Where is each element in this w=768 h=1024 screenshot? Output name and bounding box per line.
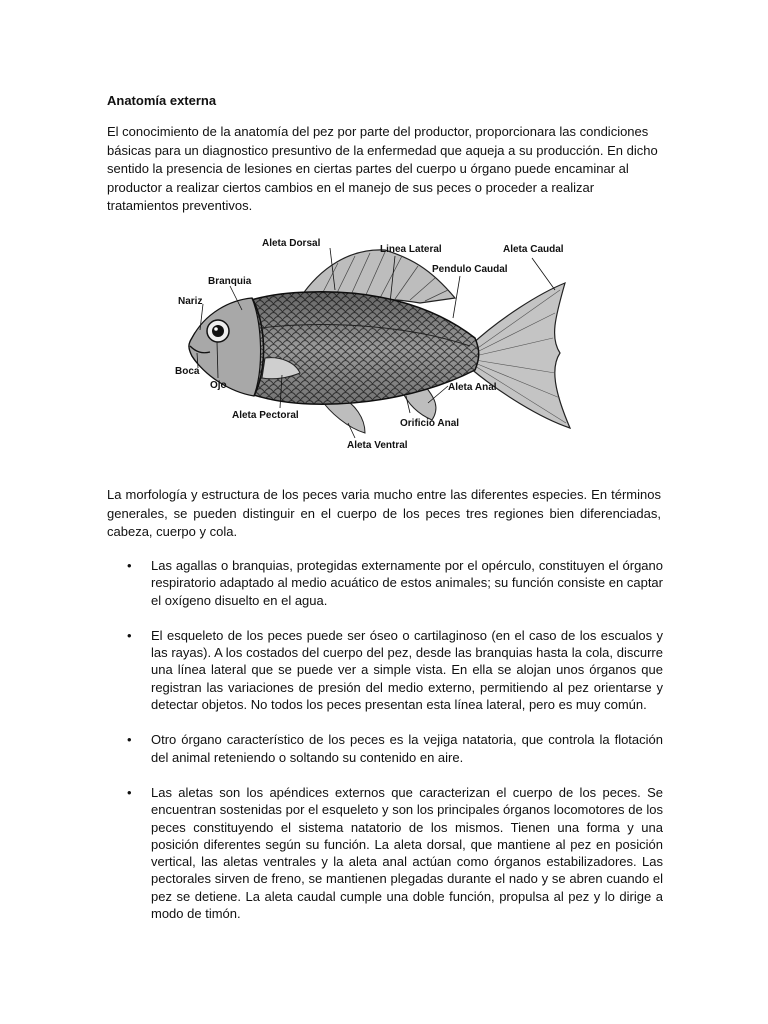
fish-anatomy-figure	[170, 228, 590, 458]
label-pendulo-caudal: Pendulo Caudal	[432, 264, 508, 275]
list-item	[107, 784, 663, 922]
bullet-icon: •	[127, 627, 132, 643]
label-aleta-dorsal: Aleta Dorsal	[262, 238, 321, 249]
label-ojo: Ojo	[210, 380, 227, 391]
bullet-icon: •	[127, 784, 132, 800]
intro-paragraph: El conocimiento de la anatomía del pez por parte del productor, proporcionara las condiciones básicas para un diagnostico presuntivo de la enfermedad que aqueja a su producción. En dicho sentido la presencia de lesiones en ciertas partes del cuerpo u órgano puede encaminar al productor a realizar ciertos cambios en el manejo de sus peces o proceder a realizar tratamientos preventivos.	[107, 124, 658, 213]
list-item-text: El esqueleto de los peces puede ser óseo o cartilaginoso (en el caso de los escualos y las rayas). A los costados del cuerpo del pez, desde las branquias hasta la cola, discurre una línea lateral que se puede ver a simple vista. En ella se alojan unos órganos que registran las variaciones de presión del medio externo, permitiendo al pez orientarse y detectar objetos. No todos los peces presentan esta línea lateral, pero es muy común.	[151, 627, 663, 713]
label-aleta-anal: Aleta Anal	[448, 382, 497, 393]
label-orificio-anal: Orificio Anal	[400, 418, 460, 429]
bullet-icon: •	[127, 732, 132, 748]
label-aleta-pectoral: Aleta Pectoral	[232, 410, 299, 421]
list-item-text: Otro órgano característico de los peces es la vejiga natatoria, que controla la flotación del animal reteniendo o soltando su contenido en aire.	[151, 732, 663, 765]
list-item	[107, 557, 663, 609]
list-item	[107, 731, 663, 766]
section-heading: Anatomía externa	[107, 93, 217, 108]
label-boca: Boca	[175, 366, 200, 377]
label-aleta-caudal: Aleta Caudal	[503, 244, 564, 255]
caudal-fin	[470, 283, 570, 428]
list-item-text: Las agallas o branquias, protegidas externamente por el opérculo, constituyen el órgano respiratorio adaptado al medio acuático de estos animales; su función consiste en captar el oxígeno disuelto en el agua.	[151, 558, 663, 608]
list-item	[107, 627, 663, 713]
bullet-icon: •	[127, 558, 132, 573]
morphology-paragraph: La morfología y estructura de los peces varia mucho entre las diferentes especies. En términos generales, se pueden distinguir en el cuerpo de los peces tres regiones bien diferenciadas, cabeza, cuerpo y cola.	[107, 487, 661, 539]
label-aleta-ventral: Aleta Ventral	[347, 440, 408, 451]
label-nariz: Nariz	[178, 296, 203, 307]
label-branquia: Branquia	[208, 276, 252, 287]
fish-anatomy-diagram	[170, 228, 590, 458]
list-item-text: Las aletas son los apéndices externos que caracterizan el cuerpo de los peces. Se encuentran sostenidas por el esqueleto y son los principales órganos locomotores de los peces constituyendo el sistema natatorio de los mismos. Tienen una forma y una posición diferentes según su función. La aleta dorsal, que mantiene al pez en posición vertical, las aletas ventrales y la aleta anal actúan como órganos estabilizadores. Las pectorales sirven de freno, se mantienen plegadas durante el nado y se abren cuando el pez se detiene. La aleta caudal cumple una doble función, propulsa al pez y lo dirige a modo de timón.	[151, 784, 663, 922]
label-linea-lateral: Linea Lateral	[380, 244, 442, 255]
bullet-list	[107, 557, 663, 940]
